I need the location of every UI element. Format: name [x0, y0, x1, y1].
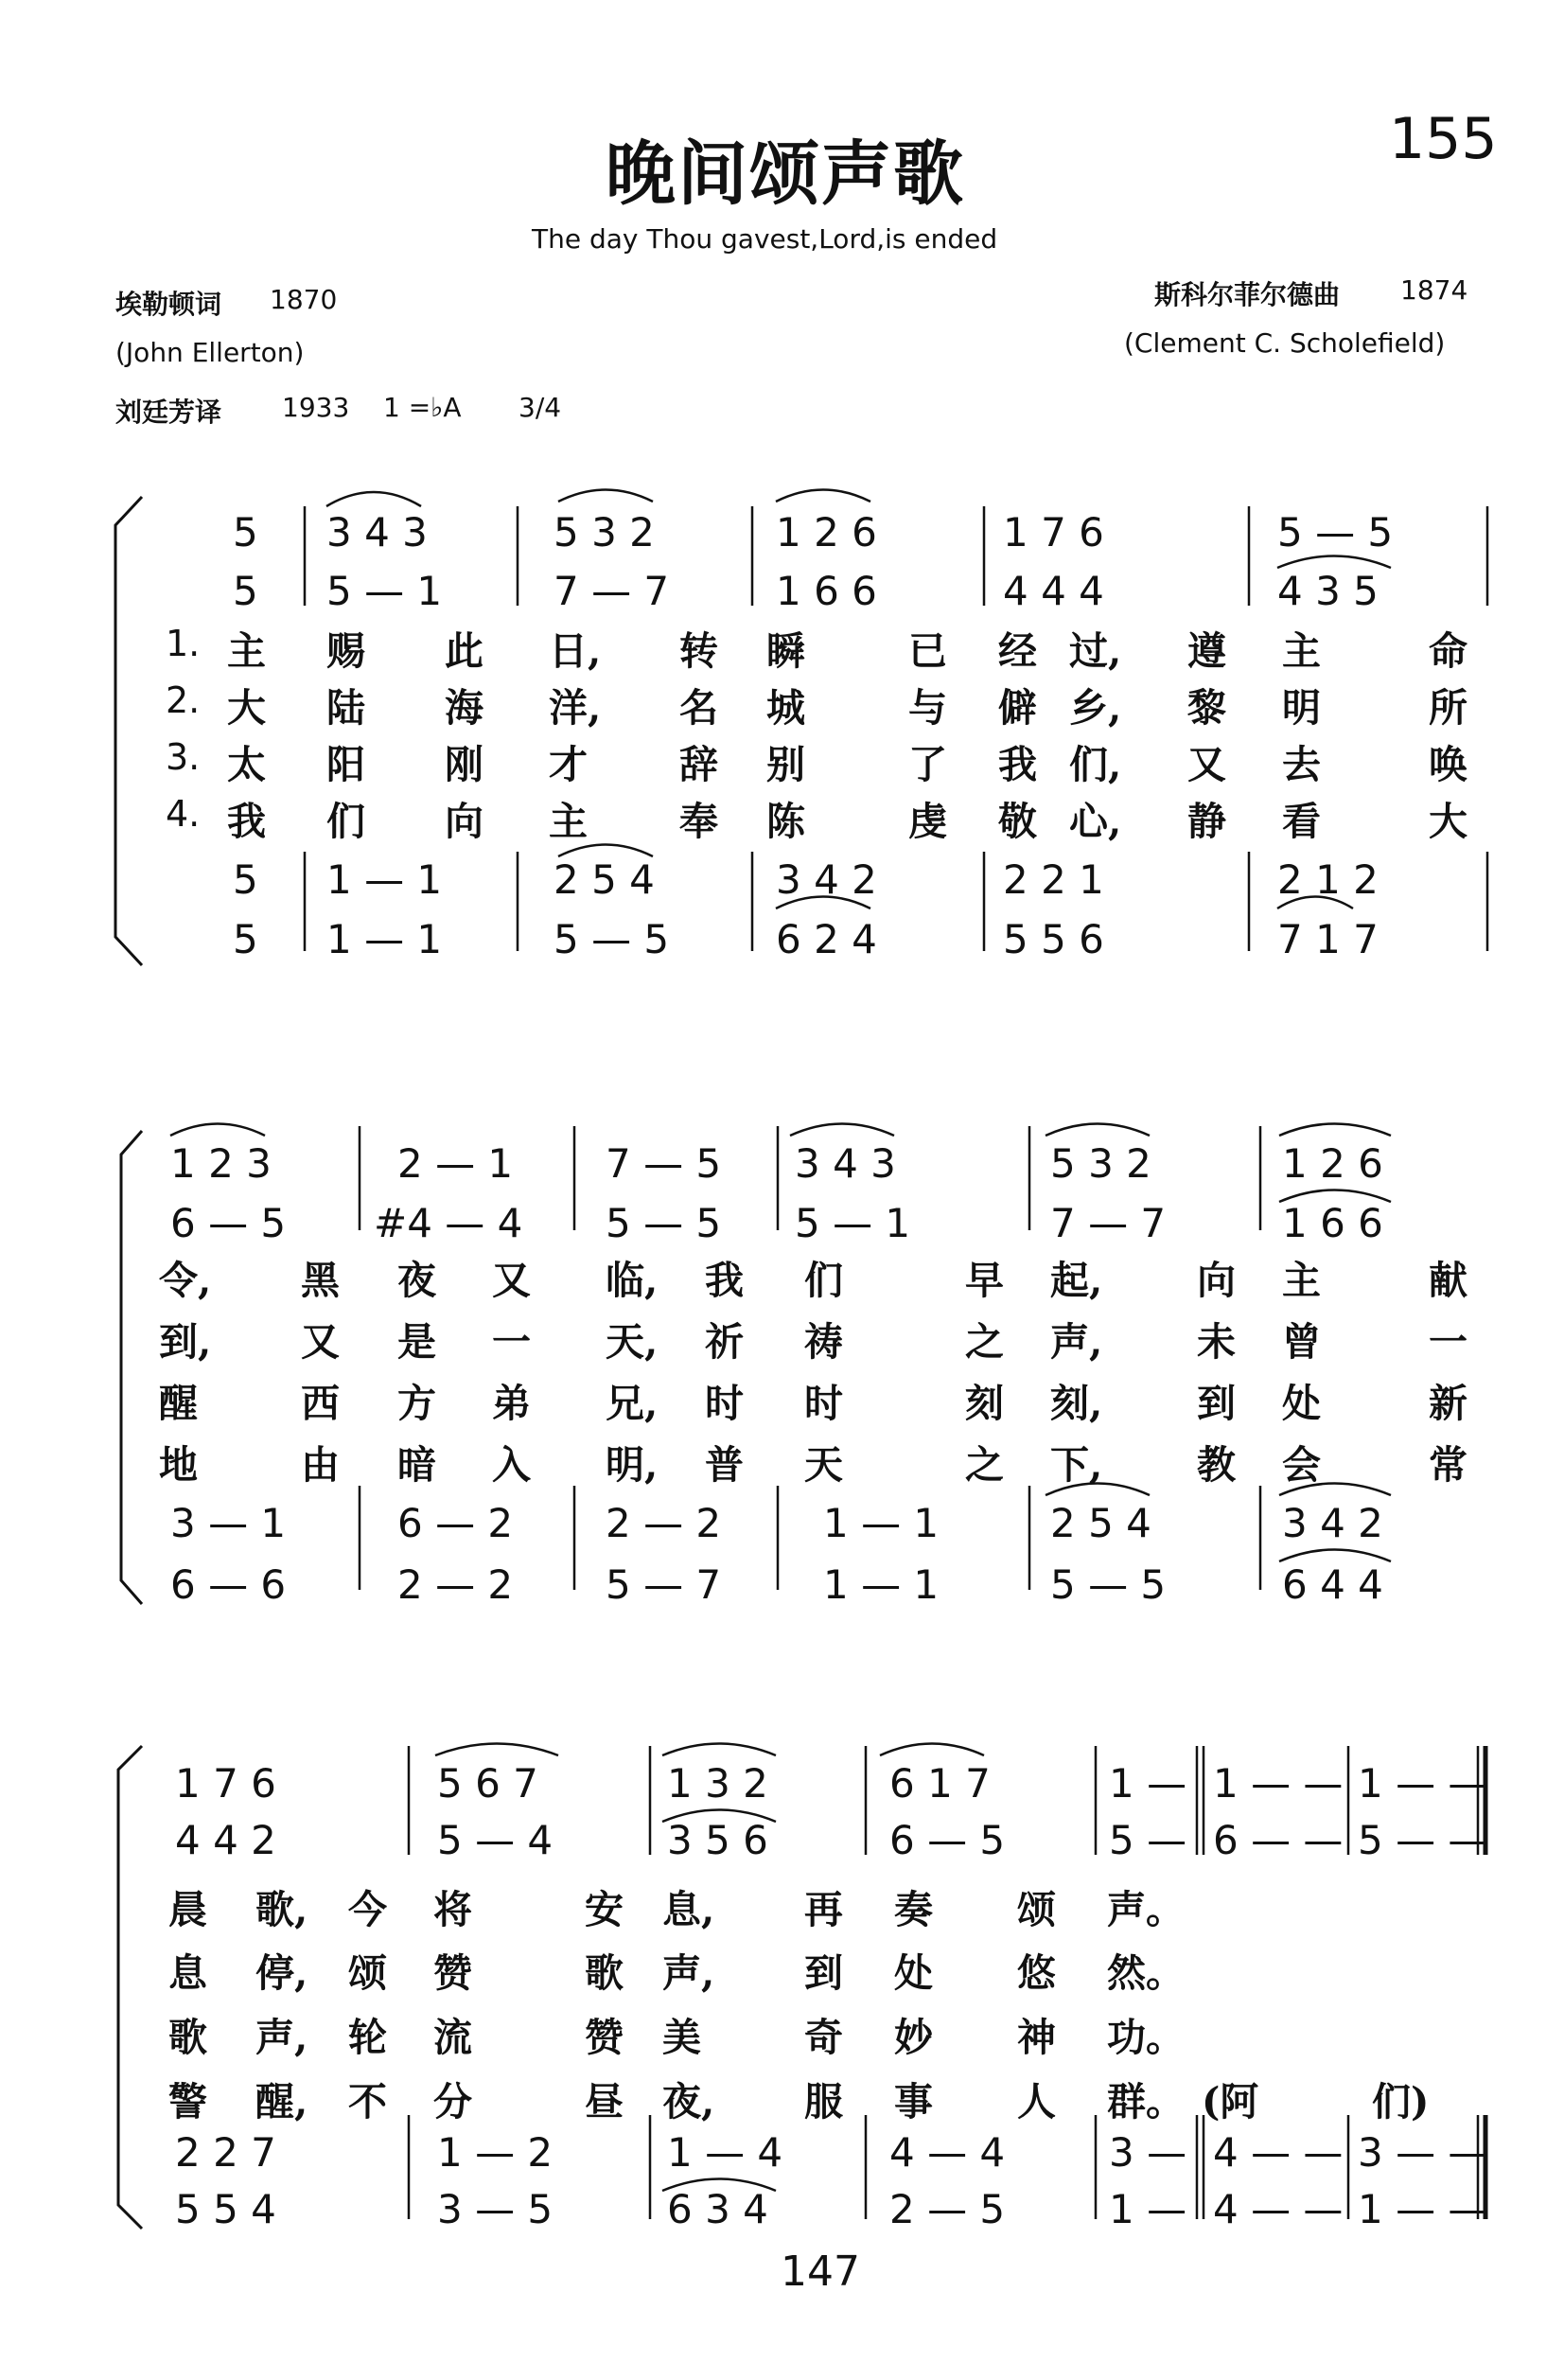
lyric-syllable: 弟 — [492, 1381, 531, 1426]
lyric-syllable: 是 — [397, 1319, 436, 1365]
note-group: 7 — 7 — [1050, 1200, 1167, 1246]
lyric-syllable: 主 — [549, 799, 588, 844]
lyric-syllable: 时 — [804, 1381, 843, 1426]
lyricist-year: 1870 — [270, 284, 338, 315]
note-group: 6 3 4 — [667, 2186, 768, 2232]
note-group: 5 — 7 — [606, 1561, 722, 1608]
system-1-brace — [115, 497, 142, 965]
lyric-syllable: 人 — [1017, 2079, 1056, 2124]
lyric-syllable: 名 — [679, 685, 718, 731]
note-group: 6 1 7 — [889, 1760, 991, 1807]
lyric-syllable: 今 — [348, 1887, 387, 1932]
lyric-syllable: 又 — [301, 1319, 340, 1365]
verse-number: 2. — [166, 679, 201, 721]
lyric-syllable: 明, — [606, 1442, 659, 1488]
note-group: 3 — — — [1358, 2129, 1488, 2176]
lyric-syllable: 看 — [1282, 799, 1321, 844]
note-group: 5 5 6 — [1003, 916, 1104, 962]
lyric-syllable: 刻 — [965, 1381, 1004, 1426]
note-group: 7 — 7 — [554, 568, 670, 614]
lyric-syllable: 又 — [1187, 742, 1226, 787]
lyric-syllable: 海 — [445, 685, 483, 731]
lyric-syllable: 们) — [1372, 2079, 1430, 2124]
note-group: 7 1 7 — [1277, 916, 1379, 962]
note-group: 1 — 1 — [326, 856, 443, 903]
lyric-syllable: 安 — [585, 1887, 624, 1932]
translator-year: 1933 — [282, 392, 350, 423]
lyric-syllable: 夜, — [662, 2079, 715, 2124]
note-group: 1 — 1 — [823, 1561, 940, 1608]
lyric-syllable: 太 — [227, 742, 266, 787]
note-group: #4 — 4 — [374, 1200, 523, 1246]
lyric-syllable: 大 — [1429, 799, 1467, 844]
lyric-syllable: 歌 — [585, 1950, 624, 1996]
lyric-syllable: 祈 — [705, 1319, 744, 1365]
lyric-syllable: 明 — [1282, 685, 1321, 731]
lyric-syllable: 我 — [705, 1258, 744, 1303]
key-signature: 1 =♭A — [383, 392, 462, 423]
lyric-syllable: 入 — [492, 1442, 531, 1488]
lyric-syllable: 到 — [1197, 1381, 1236, 1426]
lyric-syllable: 天 — [804, 1442, 843, 1488]
lyric-syllable: 醒 — [159, 1381, 198, 1426]
lyric-syllable: 醒, — [255, 2079, 308, 2124]
lyric-syllable: 美 — [662, 2015, 701, 2060]
note-group: 5 — 1 — [795, 1200, 911, 1246]
lyric-syllable: 兄, — [606, 1381, 659, 1426]
lyric-syllable: 心, — [1069, 799, 1122, 844]
note-group: 2 — 2 — [397, 1561, 514, 1608]
note-group: 5 — 5 — [606, 1200, 722, 1246]
note-group: 1 — 4 — [667, 2129, 783, 2176]
lyric-syllable: 分 — [433, 2079, 472, 2124]
lyric-syllable: 流 — [433, 2015, 472, 2060]
note-group: 4 — 4 — [889, 2129, 1006, 2176]
lyric-syllable: 群。 — [1107, 2079, 1185, 2124]
note-group: 5 — 4 — [437, 1817, 554, 1863]
lyric-syllable: 之 — [965, 1319, 1004, 1365]
lyric-syllable: 由 — [301, 1442, 340, 1488]
note-group: 2 — 5 — [889, 2186, 1006, 2232]
note-group: 6 — 6 — [170, 1561, 287, 1608]
lyric-syllable: 陈 — [766, 799, 805, 844]
note-group: 6 4 4 — [1282, 1561, 1383, 1608]
verse-number: 4. — [166, 793, 201, 835]
note-group: 6 2 4 — [776, 916, 877, 962]
note-group: 3 — 1 — [170, 1500, 287, 1546]
lyric-syllable: 声, — [662, 1950, 715, 1996]
lyric-syllable: 别 — [766, 742, 805, 787]
lyric-syllable: 歌, — [255, 1887, 308, 1932]
lyric-syllable: 主 — [1282, 628, 1321, 674]
lyric-syllable: 声, — [1050, 1319, 1103, 1365]
lyric-syllable: 息 — [168, 1950, 207, 1996]
note-group: 3 — 5 — [437, 2186, 554, 2232]
note-group: 5 3 2 — [1050, 1140, 1151, 1187]
note-group: 4 3 5 — [1277, 568, 1379, 614]
lyric-syllable: 一 — [492, 1319, 531, 1365]
note-group: 5 5 4 — [175, 2186, 276, 2232]
lyric-syllable: 黑 — [301, 1258, 340, 1303]
note-group: 3 4 3 — [326, 509, 428, 555]
lyric-syllable: 教 — [1197, 1442, 1236, 1488]
lyric-syllable: 会 — [1282, 1442, 1321, 1488]
lyric-syllable: 我 — [227, 799, 266, 844]
lyric-syllable: (阿 — [1202, 2079, 1259, 2124]
lyric-syllable: 暗 — [397, 1442, 436, 1488]
lyric-syllable: 又 — [492, 1258, 531, 1303]
note-group: 2 2 7 — [175, 2129, 276, 2176]
note-group: 1 2 3 — [170, 1140, 272, 1187]
lyric-syllable: 临, — [606, 1258, 659, 1303]
note-group: 1 7 6 — [1003, 509, 1104, 555]
lyric-syllable: 阳 — [326, 742, 365, 787]
lyric-syllable: 命 — [1429, 628, 1467, 674]
note-group: 6 — 5 — [170, 1200, 287, 1246]
lyric-syllable: 与 — [908, 685, 947, 731]
lyric-syllable: 们, — [1069, 742, 1122, 787]
note-group: 2 5 4 — [1050, 1500, 1151, 1546]
lyric-syllable: 黎 — [1187, 685, 1226, 731]
note-group: 1 — — — [1358, 1760, 1488, 1807]
note-group: 3 4 3 — [795, 1140, 896, 1187]
lyric-syllable: 不 — [348, 2079, 387, 2124]
note-group: 6 — 2 — [397, 1500, 514, 1546]
note-group: 5 — — [1109, 1817, 1187, 1863]
note-group: 2 5 4 — [554, 856, 655, 903]
note-group: 5 — 1 — [326, 568, 443, 614]
note-group: 4 — — — [1213, 2186, 1344, 2232]
lyric-syllable: 处 — [894, 1950, 933, 1996]
lyric-syllable: 僻 — [998, 685, 1037, 731]
note-group: 5 6 7 — [437, 1760, 538, 1807]
composer-cn: 斯科尔菲尔德曲 — [1154, 279, 1341, 310]
lyric-syllable: 声。 — [1107, 1887, 1185, 1932]
lyric-syllable: 们 — [326, 799, 365, 844]
lyric-syllable: 陆 — [326, 685, 365, 731]
lyric-syllable: 一 — [1429, 1319, 1467, 1365]
lyric-syllable: 敬 — [998, 799, 1037, 844]
note-group: 5 3 2 — [554, 509, 655, 555]
lyric-syllable: 赞 — [585, 2015, 624, 2060]
lyric-syllable: 经 — [998, 628, 1037, 674]
lyric-syllable: 曾 — [1282, 1319, 1321, 1365]
note-group: 4 — — — [1213, 2129, 1344, 2176]
note-group: 5 — [233, 509, 258, 555]
lyric-syllable: 奇 — [804, 2015, 843, 2060]
note-group: 2 — 2 — [606, 1500, 722, 1546]
note-group: 6 — — — [1213, 1817, 1344, 1863]
lyric-syllable: 声, — [255, 2015, 308, 2060]
lyric-syllable: 时 — [705, 1381, 744, 1426]
note-group: 1 — — — [1358, 2186, 1488, 2232]
lyric-syllable: 向 — [445, 799, 483, 844]
lyric-syllable: 天, — [606, 1319, 659, 1365]
lyric-syllable: 刚 — [445, 742, 483, 787]
note-group: 4 4 4 — [1003, 568, 1104, 614]
note-group: 1 2 6 — [1282, 1140, 1383, 1187]
note-group: 5 — [233, 856, 258, 903]
lyric-syllable: 赞 — [433, 1950, 472, 1996]
lyric-syllable: 赐 — [326, 628, 365, 674]
lyric-syllable: 普 — [705, 1442, 744, 1488]
system-2-brace — [121, 1131, 142, 1604]
lyric-syllable: 献 — [1429, 1258, 1467, 1303]
lyric-syllable: 刻, — [1050, 1381, 1103, 1426]
lyric-syllable: 下, — [1050, 1442, 1103, 1488]
lyric-syllable: 功。 — [1107, 2015, 1185, 2060]
lyric-syllable: 主 — [227, 628, 266, 674]
lyric-syllable: 已 — [908, 628, 947, 674]
note-group: 5 — 5 — [554, 916, 670, 962]
hymn-number: 155 — [1389, 106, 1498, 172]
note-group: 1 — — [1109, 2186, 1187, 2232]
lyric-syllable: 日, — [549, 628, 602, 674]
note-group: 1 — 2 — [437, 2129, 554, 2176]
lyric-syllable: 向 — [1197, 1258, 1236, 1303]
note-group: 5 — [233, 916, 258, 962]
lyric-syllable: 辞 — [679, 742, 718, 787]
lyric-syllable: 大 — [227, 685, 266, 731]
note-group: 2 — 1 — [397, 1140, 514, 1187]
note-group: 1 — — [1109, 1760, 1187, 1807]
lyric-syllable: 新 — [1429, 1381, 1467, 1426]
note-group: 2 1 2 — [1277, 856, 1379, 903]
lyric-syllable: 停, — [255, 1950, 308, 1996]
lyric-syllable: 未 — [1197, 1319, 1236, 1365]
note-group: 4 4 2 — [175, 1817, 276, 1863]
lyric-syllable: 歌 — [168, 2015, 207, 2060]
lyric-syllable: 们 — [804, 1258, 843, 1303]
lyric-syllable: 昼 — [585, 2079, 624, 2124]
lyric-syllable: 地 — [159, 1442, 198, 1488]
lyric-syllable: 妙 — [894, 2015, 933, 2060]
translator-cn: 刘廷芳译 — [115, 397, 222, 428]
note-group: 5 — — — [1358, 1817, 1488, 1863]
lyric-syllable: 乡, — [1069, 685, 1122, 731]
lyric-syllable: 处 — [1282, 1381, 1321, 1426]
composer-en: (Clement C. Scholefield) — [1124, 327, 1446, 359]
lyric-syllable: 奉 — [679, 799, 718, 844]
lyric-syllable: 到 — [804, 1950, 843, 1996]
lyric-syllable: 颂 — [1017, 1887, 1056, 1932]
lyricist-en: (John Ellerton) — [115, 337, 305, 368]
note-group: 1 6 6 — [776, 568, 877, 614]
lyric-syllable: 我 — [998, 742, 1037, 787]
lyric-syllable: 才 — [549, 742, 588, 787]
lyric-syllable: 祷 — [804, 1319, 843, 1365]
lyric-syllable: 令, — [159, 1258, 212, 1303]
lyric-syllable: 之 — [965, 1442, 1004, 1488]
lyric-syllable: 晨 — [168, 1887, 207, 1932]
lyric-syllable: 洋, — [549, 685, 602, 731]
lyric-syllable: 夜 — [397, 1258, 436, 1303]
lyric-syllable: 静 — [1187, 799, 1226, 844]
lyric-syllable: 过, — [1069, 628, 1122, 674]
lyric-syllable: 去 — [1282, 742, 1321, 787]
lyric-syllable: 西 — [301, 1381, 340, 1426]
lyric-syllable: 早 — [965, 1258, 1004, 1303]
composer-year: 1874 — [1400, 274, 1468, 306]
lyric-syllable: 了 — [908, 742, 947, 787]
verse-number: 1. — [166, 623, 201, 664]
lyric-syllable: 神 — [1017, 2015, 1056, 2060]
page-number: 147 — [781, 2248, 860, 2296]
time-signature: 3/4 — [518, 392, 562, 423]
verse-number: 3. — [166, 736, 201, 778]
lyricist-cn: 埃勒顿词 — [115, 289, 222, 320]
note-group: 3 4 2 — [1282, 1500, 1383, 1546]
note-group: 1 7 6 — [175, 1760, 276, 1807]
lyric-syllable: 起, — [1050, 1258, 1103, 1303]
note-group: 2 2 1 — [1003, 856, 1104, 903]
lyric-syllable: 瞬 — [766, 628, 805, 674]
lyric-syllable: 警 — [168, 2079, 207, 2124]
note-group: 1 — 1 — [823, 1500, 940, 1546]
lyric-syllable: 方 — [397, 1381, 436, 1426]
english-subtitle: The day Thou gavest,Lord,is ended — [532, 223, 998, 255]
lyric-syllable: 转 — [679, 628, 718, 674]
lyric-syllable: 然。 — [1107, 1950, 1185, 1996]
note-group: 3 5 6 — [667, 1817, 768, 1863]
note-group: 5 — 5 — [1277, 509, 1394, 555]
note-group: 3 — — [1109, 2129, 1187, 2176]
note-group: 1 — 1 — [326, 916, 443, 962]
note-group: 3 4 2 — [776, 856, 877, 903]
lyric-syllable: 颂 — [348, 1950, 387, 1996]
lyric-syllable: 遵 — [1187, 628, 1226, 674]
lyric-syllable: 悠 — [1017, 1950, 1056, 1996]
lyric-syllable: 此 — [445, 628, 483, 674]
lyric-syllable: 轮 — [348, 2015, 387, 2060]
lyric-syllable: 常 — [1429, 1442, 1467, 1488]
lyric-syllable: 将 — [433, 1887, 472, 1932]
note-group: 5 — 5 — [1050, 1561, 1167, 1608]
note-group: 1 — — — [1213, 1760, 1344, 1807]
lyric-syllable: 事 — [894, 2079, 933, 2124]
lyric-syllable: 所 — [1429, 685, 1467, 731]
lyric-syllable: 服 — [804, 2079, 843, 2124]
note-group: 1 3 2 — [667, 1760, 768, 1807]
lyric-syllable: 虔 — [908, 799, 947, 844]
hymn-title: 晚间颂声歌 — [606, 133, 965, 215]
note-group: 6 — 5 — [889, 1817, 1006, 1863]
lyric-syllable: 主 — [1282, 1258, 1321, 1303]
lyric-syllable: 奏 — [894, 1887, 933, 1932]
lyric-syllable: 到, — [159, 1319, 212, 1365]
lyric-syllable: 唤 — [1429, 742, 1467, 787]
lyric-syllable: 息, — [662, 1887, 715, 1932]
note-group: 5 — [233, 568, 258, 614]
system-3-brace — [118, 1746, 142, 2229]
lyric-syllable: 再 — [804, 1887, 843, 1932]
lyric-syllable: 城 — [766, 685, 805, 731]
note-group: 1 6 6 — [1282, 1200, 1383, 1246]
note-group: 1 2 6 — [776, 509, 877, 555]
note-group: 7 — 5 — [606, 1140, 722, 1187]
